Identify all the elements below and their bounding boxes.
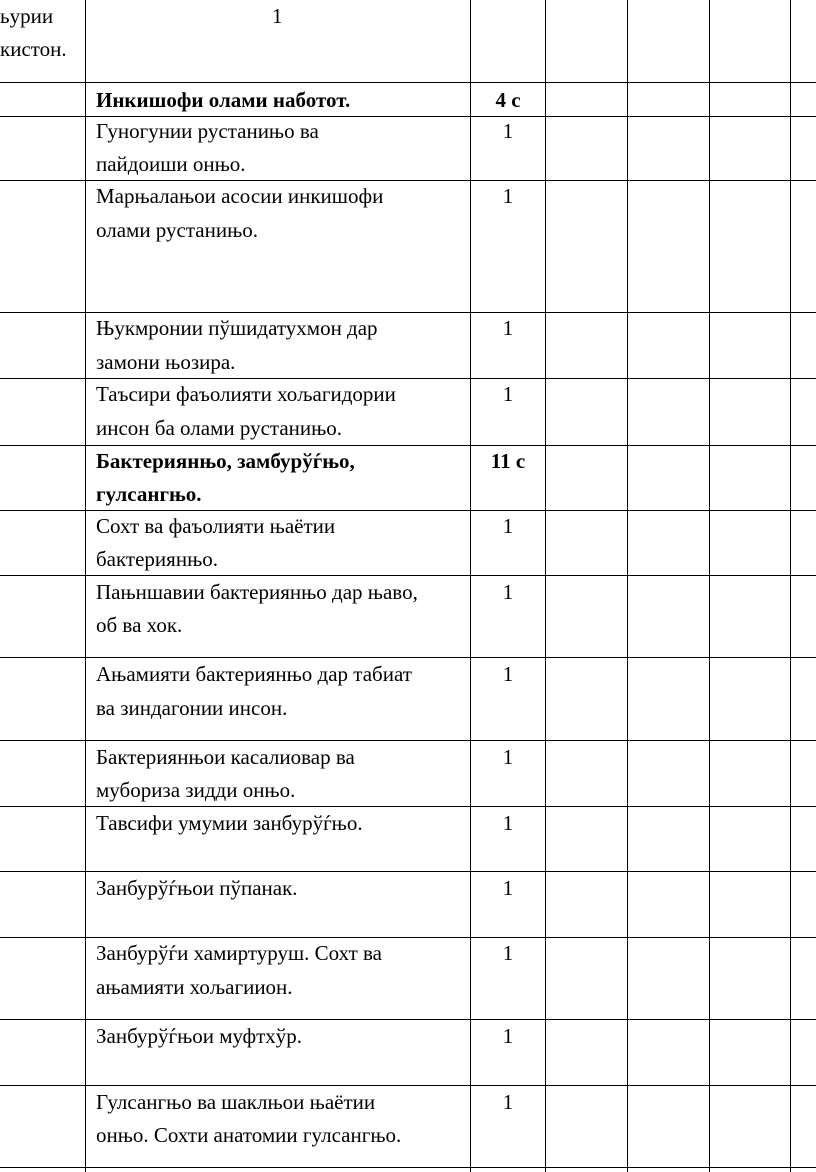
row-title-line2: замони њозира. — [96, 350, 236, 374]
row-hours: 1 — [502, 745, 514, 769]
top-left-text-line1: ьурии — [0, 4, 54, 28]
row-title-line2: ва зиндагонии инсон. — [96, 696, 288, 720]
row-title-line1: Бактериянњо, замбурўѓњо, — [96, 449, 355, 473]
row-title-line1: Таъсири фаъолияти хољагидории — [96, 382, 396, 406]
row-title: Инкишофи олами наботот. — [96, 88, 351, 112]
row-hours: 1 — [502, 876, 514, 900]
row-hours: 1 — [502, 184, 514, 208]
row-title-line1: Њукмронии пўшидатухмон дар — [96, 316, 378, 340]
row-hours: 1 — [502, 1090, 514, 1114]
row-title-line1: Пањншавии бактериянњо дар њаво, — [96, 580, 418, 604]
row-title-line2: гулсангњо. — [96, 482, 202, 506]
row-hours: 1 — [502, 811, 514, 835]
row-title-line1: Марњалањои асосии инкишофи — [96, 184, 384, 208]
row-title-line2: мубориза зидди онњо. — [96, 778, 296, 802]
row-title-line2: инсон ба олами рустанињо. — [96, 416, 343, 440]
row-title: Тавсифи умумии занбурўѓњо. — [96, 811, 363, 835]
row-title-line2: бактериянњо. — [96, 547, 219, 571]
row-title-line1: Занбурўѓи хамиртуруш. Сохт ва — [96, 941, 383, 965]
column-divider — [790, 0, 791, 1172]
row-title-line1: Ањамияти бактериянњо дар табиат — [96, 662, 412, 686]
row-hours: 1 — [502, 580, 514, 604]
row-title-line2: ањамияти хољагиион. — [96, 975, 293, 999]
column-divider — [627, 0, 628, 1172]
row-title-line2: олами рустанињо. — [96, 218, 259, 242]
row-hours: 1 — [502, 514, 514, 538]
row-title-line2: онњо. Сохти анатомии гулсангњо. — [96, 1123, 402, 1147]
row-divider — [0, 1167, 816, 1168]
row-hours: 11 с — [490, 449, 526, 473]
row-hours: 1 — [502, 941, 514, 965]
row-title: Занбурўѓњои пўпанак. — [96, 876, 298, 900]
column-divider — [85, 0, 86, 1172]
row-hours: 1 — [502, 382, 514, 406]
row-title-line2: пайдоиши онњо. — [96, 152, 246, 176]
row-hours: 1 — [502, 316, 514, 340]
row-hours: 1 — [502, 1024, 514, 1048]
column-divider — [709, 0, 710, 1172]
top-left-text-line2: кистон. — [0, 37, 67, 61]
row-title-line1: Гуногунии рустанињо ва — [96, 119, 319, 143]
row-title: Занбурўѓњои муфтхўр. — [96, 1024, 303, 1048]
row-divider — [0, 82, 816, 83]
row-hours: 1 — [502, 119, 514, 143]
row-title-line2: об ва хок. — [96, 613, 183, 637]
top-center-value: 1 — [272, 4, 283, 28]
row-hours: 4 с — [495, 88, 521, 112]
row-title-line1: Гулсангњо ва шаклњои њаётии — [96, 1090, 376, 1114]
row-hours: 1 — [502, 662, 514, 686]
row-title-line1: Сохт ва фаъолияти њаётии — [96, 514, 336, 538]
row-title-line1: Бактериянњои касалиовар ва — [96, 745, 355, 769]
